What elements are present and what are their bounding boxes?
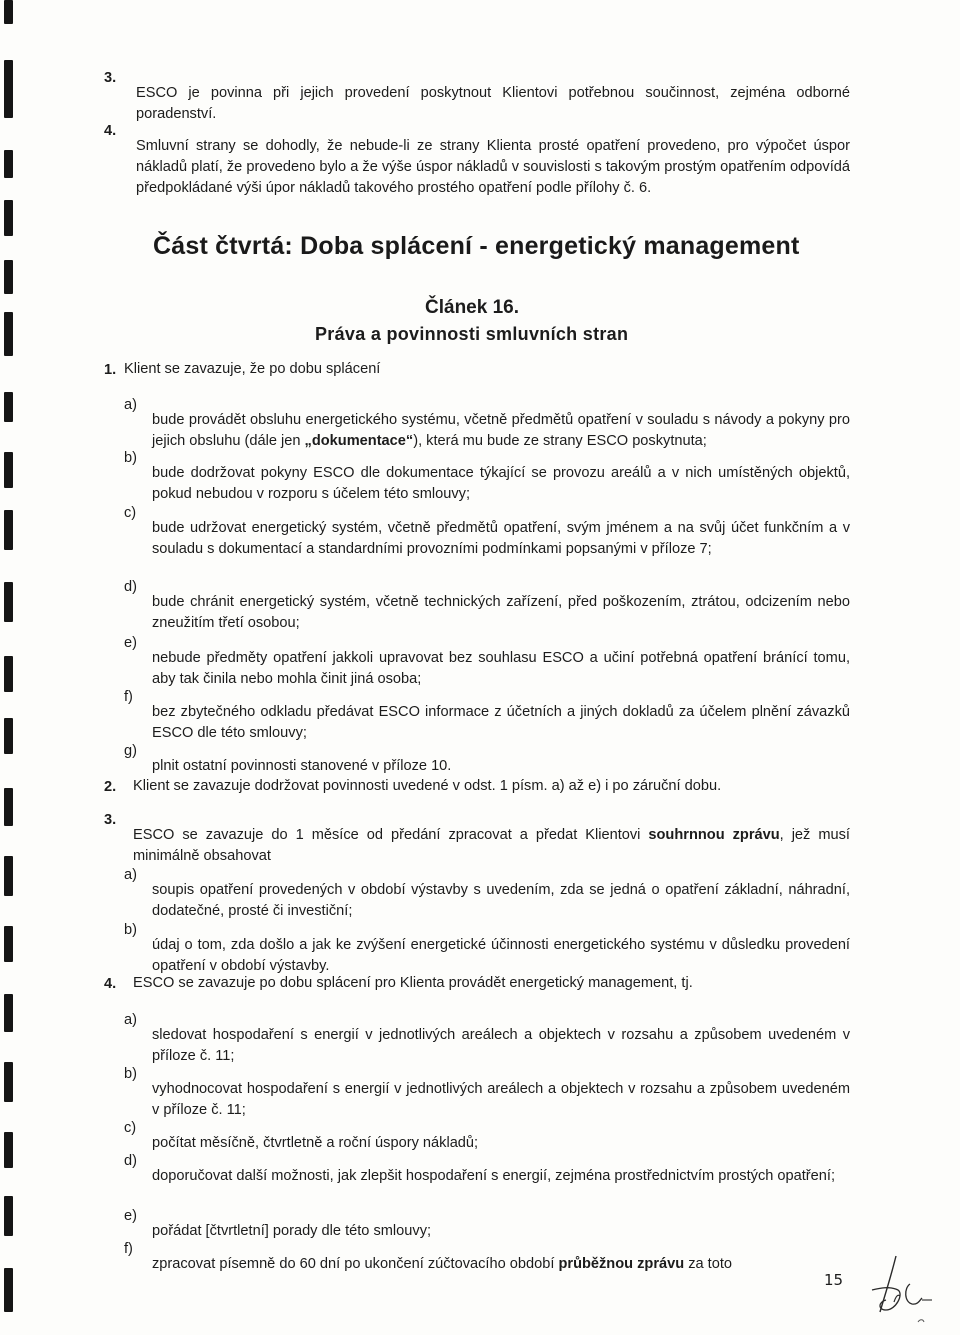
binding-mark [4, 510, 13, 550]
paragraph-number: 3. [104, 70, 117, 86]
emphasis-text: průběžnou zprávu [558, 1255, 685, 1272]
binding-mark [4, 1062, 13, 1102]
list-item-letter: e) [124, 635, 137, 651]
emphasis-text: souhrnnou zprávu [648, 826, 780, 843]
list-item-text: bez zbytečného odkladu předávat ESCO informace z účetních a jiných dokladů za účelem plnění závazků ESCO dle této smlouvy; [152, 703, 850, 741]
binding-mark [4, 718, 13, 754]
binding-mark [4, 1268, 13, 1312]
list-item-letter: d) [124, 579, 137, 595]
binding-mark [4, 452, 13, 488]
binding-mark [4, 312, 13, 356]
list-item-letter: f) [124, 689, 133, 705]
binding-mark [4, 1196, 13, 1236]
binding-mark [4, 994, 13, 1032]
list-item-text: zpracovat písemně do 60 dní po ukončení zúčtovacího období průběžnou zprávu za toto [152, 1255, 733, 1272]
list-item-letter: b) [124, 922, 137, 938]
list-item-text: bude udržovat energetický systém, včetně předmětů opatření, svým jménem a na svůj účet funkčním a v souladu s dokumentací a standardními provozními podmínkami popsanými v příloze 7; [152, 519, 850, 557]
list-item-text: bude dodržovat pokyny ESCO dle dokumentace týkající se provozu areálů a v nich umístěných objektů, pokud nebudou v rozporu s účelem této smlouvy; [152, 464, 850, 502]
list-item-text: údaj o tom, zda došlo a jak ke zvýšení energetické účinnosti energetického systému v důsledku provedení opatření v období výstavby. [152, 936, 850, 974]
list-item-text: sledovat hospodaření s energií v jednotlivých areálech a objektech v rozsahu a způsobem uvedeném v příloze č. 11; [152, 1026, 850, 1064]
binding-mark [4, 856, 13, 896]
list-item-letter: a) [124, 1012, 137, 1028]
paragraph-3-text: ESCO je povinna při jejich provedení poskytnout Klientovi potřebnou součinnost, zejména odborné poradenství. [136, 84, 850, 122]
binding-mark [4, 150, 13, 178]
list-item-letter: d) [124, 1153, 137, 1169]
binding-mark [4, 60, 13, 118]
binding-mark [4, 392, 13, 422]
binding-mark [4, 260, 13, 294]
list-item-letter: a) [124, 867, 137, 883]
list-item-letter: c) [124, 1120, 137, 1136]
list-item-text: bude chránit energetický systém, včetně technických zařízení, před poškozením, ztrátou, odcizením nebo zneužitím třetí osobou; [152, 593, 850, 631]
emphasis-text: „dokumentace“ [304, 432, 414, 449]
list-item-text: počítat měsíčně, čtvrtletně a roční úspory nákladů; [152, 1134, 479, 1151]
section-4-text: ESCO se zavazuje po dobu splácení pro Klienta provádět energetický management, tj. [133, 975, 693, 991]
paragraph-number: 4. [104, 123, 117, 139]
binding-mark [4, 200, 13, 236]
binding-mark [4, 656, 13, 692]
part-heading: Část čtvrtá: Doba splácení - energetický management [153, 232, 800, 260]
section-3-text: ESCO se zavazuje do 1 měsíce od předání zpracovat a předat Klientovi souhrnnou zprávu, jež musí minimálně obsahovat [133, 826, 850, 864]
list-item-text: pořádat [čtvrtletní] porady dle této smlouvy; [152, 1222, 432, 1239]
list-item-letter: e) [124, 1208, 137, 1224]
list-item-text: doporučovat další možnosti, jak zlepšit hospodaření s energií, zejména prostřednictvím prostých opatření; [152, 1167, 836, 1184]
section-number: 2. [104, 779, 117, 795]
list-item-letter: g) [124, 743, 137, 759]
section-2-text: Klient se zavazuje dodržovat povinnosti uvedené v odst. 1 písm. a) až e) i po záruční dobu. [133, 778, 722, 794]
section-number: 3. [104, 812, 117, 828]
list-item-letter: b) [124, 450, 137, 466]
section-number: 1. [104, 362, 117, 378]
page-number: 15 [824, 1271, 844, 1289]
article-title: Práva a povinnosti smluvních stran [315, 324, 629, 344]
list-item-text: nebude předměty opatření jakkoli upravovat bez souhlasu ESCO a učiní potřebná opatření bránící tomu, aby tak činila nebo mohla činit jiná osoba; [152, 649, 850, 687]
list-item-letter: a) [124, 397, 137, 413]
handwritten-initials [866, 1250, 936, 1330]
scan-binding-edge [0, 0, 22, 1335]
binding-mark [4, 926, 13, 962]
section-number: 4. [104, 976, 117, 992]
binding-mark [4, 788, 13, 826]
article-number: Článek 16. [425, 297, 519, 318]
list-item-letter: c) [124, 505, 137, 521]
list-item-text: plnit ostatní povinnosti stanovené v příloze 10. [152, 757, 452, 774]
binding-mark [4, 1132, 13, 1168]
list-item-text: bude provádět obsluhu energetického systému, včetně předmětů opatření v souladu s návody a pokyny pro jejich obsluhu (dále jen „dokumentace“), která mu bude ze strany ESCO poskytnuta; [152, 411, 850, 449]
list-item-letter: b) [124, 1066, 137, 1082]
paragraph-4-text: Smluvní strany se dohodly, že nebude-li ze strany Klienta prosté opatření provedeno, pro výpočet úspor nákladů platí, že provedeno bylo a že výše úspor nákladů v souvislosti s takovým prostým opatřením odpovídá předpokládané výši úpor nákladů takového prostého opatření podle přílohy č. 6. [136, 137, 850, 196]
section-1-intro: Klient se zavazuje, že po dobu splácení [124, 361, 381, 377]
list-item-letter: f) [124, 1241, 133, 1257]
list-item-text: soupis opatření provedených v období výstavby s uvedením, zda se jedná o opatření základní, náhradní, dodatečné, prosté či investiční; [152, 881, 850, 919]
list-item-text: vyhodnocovat hospodaření s energií v jednotlivých areálech a objektech v rozsahu a způsobem uvedeném v příloze č. 11; [152, 1080, 850, 1118]
binding-mark [4, 0, 13, 24]
binding-mark [4, 582, 13, 622]
